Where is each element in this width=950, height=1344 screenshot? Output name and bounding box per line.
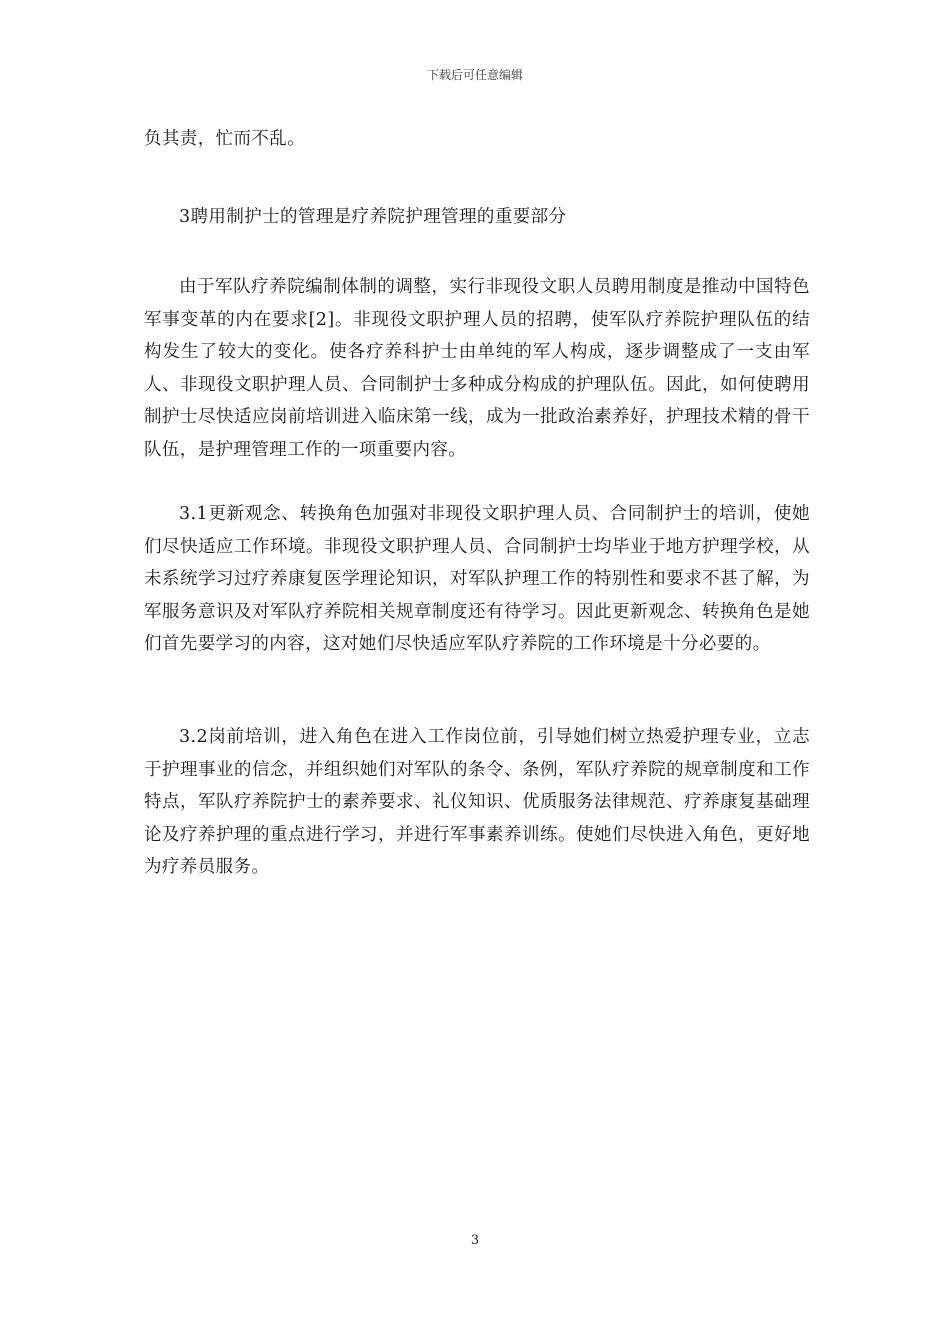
paragraph-3: 3.2岗前培训，进入角色在进入工作岗位前，引导她们树立热爱护理专业，立志于护理事业的信念，并组织她们对军队的条令、条例，军队疗养院的规章制度和工作特点，军队疗养院护士的素养要求、礼仪知识、优质服务法律规范、疗养康复基础理论及疗养护理的重点进行学习，并进行军事素养训练。使她们尽快进入角色，更好地为疗养员服务。 bbox=[144, 727, 810, 878]
section-title: 3聘用制护士的管理是疗养院护理管理的重要部分 bbox=[179, 207, 567, 227]
page-number: 3 bbox=[470, 1233, 480, 1248]
paragraph-1: 由于军队疗养院编制体制的调整，实行非现役文职人员聘用制度是推动中国特色军事变革的内在要求[2]。非现役文职护理人员的招聘，使军队疗养院护理队伍的结构发生了较大的变化。使各疗养科护士由单纯的军人构成，逐步调整成了一支由军人、非现役文职护理人员、合同制护士多种成分构成的护理队伍。因此，如何使聘用制护士尽快适应岗前培训进入临床第一线，成为一批政治素养好，护理技术精的骨干队伍，是护理管理工作的一项重要内容。 bbox=[144, 277, 810, 460]
paragraph-2: 3.1更新观念、转换角色加强对非现役文职护理人员、合同制护士的培训，使她们尽快适应工作环境。非现役文职护理人员、合同制护士均毕业于地方护理学校，从未系统学习过疗养康复医学理论知识，对军队护理工作的特别性和要求不甚了解，为军服务意识及对军队疗养院相关规章制度还有待学习。因此更新观念、转换角色是她们首先要学习的内容，这对她们尽快适应军队疗养院的工作环境是十分必要的。 bbox=[144, 504, 810, 655]
page-header: 下载后可任意编辑 bbox=[426, 68, 523, 82]
continuation-text: 负其责，忙而不乱。 bbox=[144, 129, 306, 149]
